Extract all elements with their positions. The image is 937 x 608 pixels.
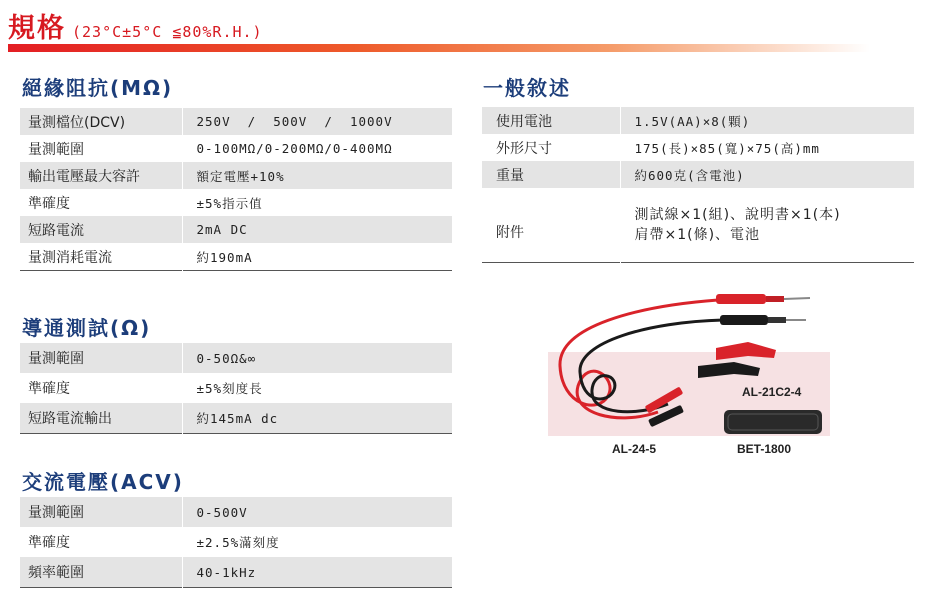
acv-table	[20, 497, 452, 588]
row-label: 量測消耗電流	[20, 243, 182, 271]
row-label: 附件	[482, 188, 620, 263]
table-row	[20, 108, 452, 135]
row-value: 175(長)×85(寬)×75(高)mm	[634, 140, 820, 156]
title-conditions: (23°C±5°C ≦80%R.H.)	[72, 23, 263, 41]
accessories-photo	[548, 286, 830, 436]
table-row	[482, 161, 914, 188]
section-title-general: 一般敘述	[483, 76, 571, 100]
table-row	[20, 373, 452, 403]
row-label: 量測檔位(DCV)	[20, 108, 182, 135]
table-row	[20, 135, 452, 162]
caption-al-21c2-4: AL-21C2-4	[742, 385, 802, 399]
table-row	[482, 107, 914, 134]
table-row	[20, 216, 452, 243]
row-value: 0-50Ω&∞	[182, 343, 452, 373]
accessory-line-1: 測試線×1(組)、說明書×1(本)	[634, 207, 841, 223]
row-value: 0-500V	[182, 497, 452, 527]
caption-bet-1800: BET-1800	[737, 442, 792, 456]
row-label: 使用電池	[482, 107, 620, 134]
page-title	[8, 6, 263, 46]
table-row	[20, 162, 452, 189]
row-label: 重量	[482, 161, 620, 188]
row-label: 短路電流輸出	[20, 403, 182, 434]
row-value	[620, 188, 914, 263]
table-row	[20, 243, 452, 271]
row-value: 1.5V(AA)×8(顆)	[620, 107, 914, 134]
section-title-insulation: 絕緣阻抗(MΩ)	[22, 76, 174, 100]
title-underline-bar	[8, 44, 870, 52]
row-label: 輸出電壓最大容許	[20, 162, 182, 189]
section-title-continuity: 導通測試(Ω)	[22, 316, 152, 340]
table-row	[20, 403, 452, 434]
row-value: 40-1kHz	[182, 557, 452, 588]
table-row	[20, 557, 452, 588]
table-row	[20, 189, 452, 216]
row-label: 短路電流	[20, 216, 182, 243]
insulation-table	[20, 108, 452, 271]
row-label: 量測範圍	[20, 497, 182, 527]
row-value: 約145mA dc	[182, 403, 452, 434]
caption-al-24-5: AL-24-5	[612, 442, 657, 456]
row-label: 準確度	[20, 527, 182, 557]
general-table	[482, 107, 914, 263]
row-label: 準確度	[20, 189, 182, 216]
row-value: 額定電壓+10%	[182, 162, 452, 189]
section-title-acv: 交流電壓(ACV)	[22, 470, 184, 494]
row-value: 250V / 500V / 1000V	[182, 108, 452, 135]
row-value: 約190mA	[196, 249, 253, 265]
row-label: 量測範圍	[20, 135, 182, 162]
table-row	[482, 134, 914, 161]
row-label: 外形尺寸	[482, 134, 620, 161]
row-value: 0-100MΩ/0-200MΩ/0-400MΩ	[196, 141, 393, 156]
test-leads-illustration	[548, 286, 830, 436]
row-label: 頻率範圍	[20, 557, 182, 588]
continuity-table	[20, 343, 452, 434]
row-value: ±5%指示值	[196, 195, 263, 211]
row-value: ±5%刻度長	[196, 381, 263, 396]
row-label: 量測範圍	[20, 343, 182, 373]
row-label: 準確度	[20, 373, 182, 403]
title-main: 規格	[8, 13, 66, 44]
accessory-line-2: 肩帶×1(條)、電池	[634, 227, 761, 243]
table-row	[20, 343, 452, 373]
row-value: 約600克(含電池)	[620, 161, 914, 188]
row-value: 2mA DC	[182, 216, 452, 243]
row-value: ±2.5%滿刻度	[196, 535, 280, 550]
table-row	[20, 527, 452, 557]
table-row	[482, 188, 914, 263]
table-row	[20, 497, 452, 527]
